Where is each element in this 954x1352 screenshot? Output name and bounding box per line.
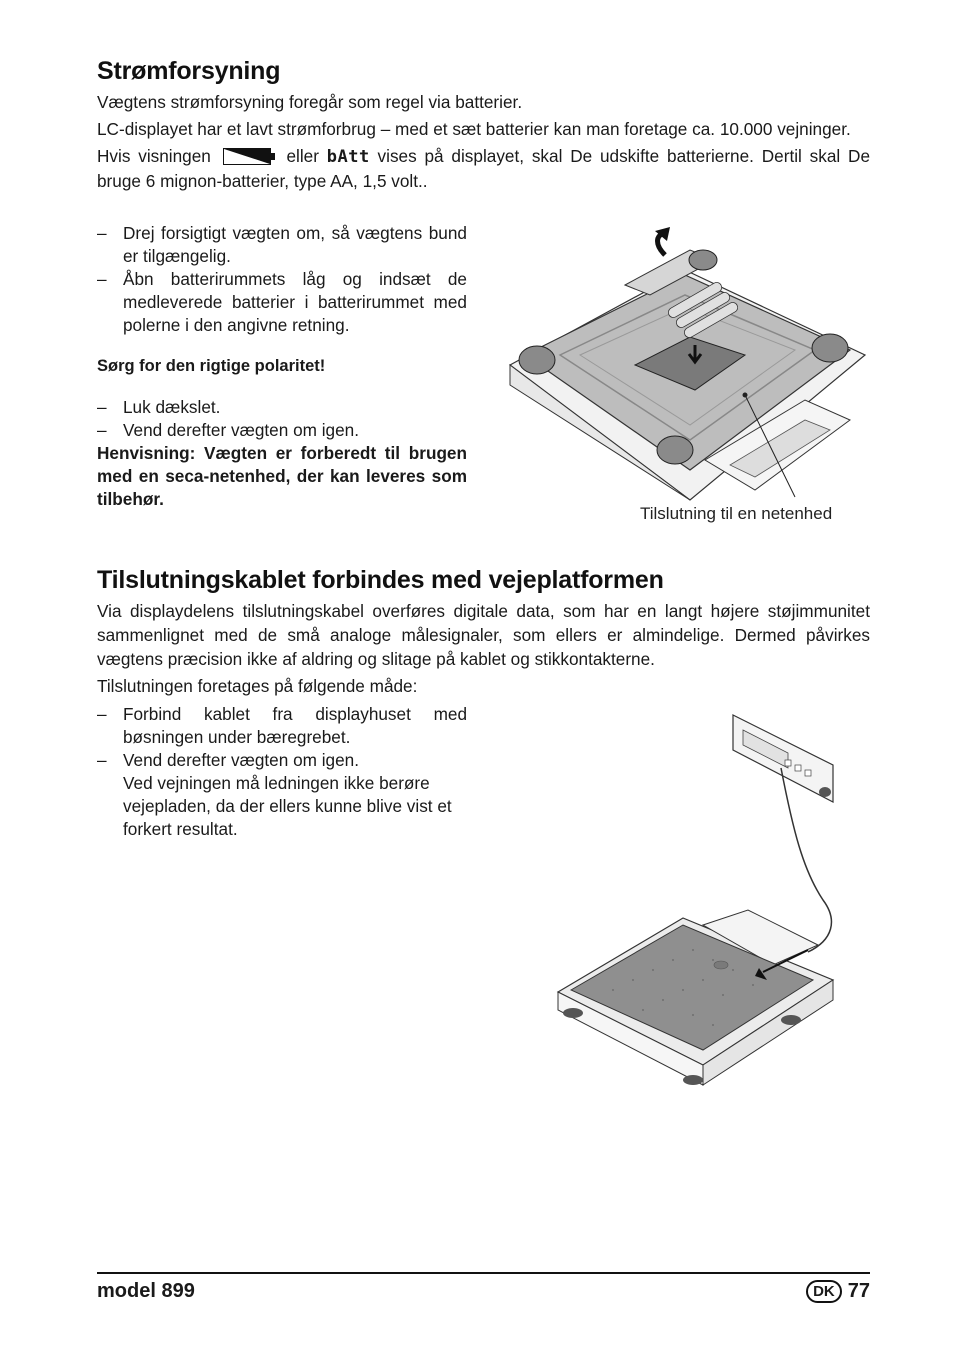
step-item [97,703,467,749]
battery-compartment-illustration [505,225,870,505]
step-note: Ved vejningen må ledningen ikke berøre vejepladen, da der ellers kunne blive vist et forkert resultat. [123,773,452,839]
dash-marker: – [97,397,107,417]
step-item [97,268,467,337]
power-steps-column [97,222,467,511]
cable-text-block [97,599,870,698]
step-item [97,396,467,419]
platform-display-illustration [553,710,843,1090]
footer-rule [97,1272,870,1274]
dash-marker: – [97,223,107,243]
step-text: Vend derefter vægten om igen. [123,420,360,440]
polarity-note: Sørg for den rigtige polaritet! [97,357,326,375]
dash-marker: – [97,750,107,770]
battery-low-icon [223,148,275,165]
figure-caption-power-adapter: Tilslutning til en netenhed [640,504,833,523]
step-text: Åbn batterirummets låg og indsæt de medleverede batterier i batterirummet med polerne i den angivne retning. [123,269,467,335]
p3-mid: eller [286,146,319,166]
power-paragraph-3 [97,144,870,193]
step-item [97,222,467,268]
step-text: Forbind kablet fra displayhuset med bøsningen under bæregrebet. [123,704,467,747]
hint-note: Henvisning: Vægten er forberedt til brugen med en seca-netenhed, der kan leveres som tilbehør. [97,443,467,509]
section-title-cable: Tilslutningskablet forbindes med vejeplatformen [97,566,664,594]
p3-before: Hvis visningen [97,146,211,166]
page-number: 77 [847,1280,870,1302]
power-paragraph-2: LC-displayet har et lavt strømforbrug – med et sæt batterier kan man foretage ca. 10.000 vejninger. [97,119,851,139]
step-item [97,419,467,442]
dash-marker: – [97,420,107,440]
batt-display-code: bAtt [326,147,370,167]
cable-paragraph-1: Via displaydelens tilslutningskabel overføres digitale data, som har en langt højere støjimmunitet sammenlignet med de små analoge målesignaler, som ellers er almindelige. Dermed påvirkes vægtens præcision ikke af aldring og slitage på kablet og stikkontakterne. [97,601,870,669]
country-badge: DK [806,1280,842,1303]
cable-paragraph-2: Tilslutningen foretages på følgende måde: [97,676,418,696]
step-item [97,749,467,841]
footer-model: model 899 [97,1280,195,1302]
p3-after: vises på displayet, skal De udskifte batterierne. Dertil skal De bruge 6 mignon-batterier, type AA, 1,5 volt.. [97,146,871,191]
step-text: Luk dækslet. [123,397,221,417]
dash-marker: – [97,269,107,289]
step-text: Vend derefter vægten om igen. [123,750,360,770]
section-title-power: Strømforsyning [97,57,281,85]
dash-marker: – [97,704,107,724]
cable-steps-column [97,703,467,841]
power-text-block [97,90,870,193]
step-text: Drej forsigtigt vægten om, så vægtens bund er tilgængelig. [123,223,467,266]
footer-page [806,1280,870,1303]
power-paragraph-1: Vægtens strømforsyning foregår som regel via batterier. [97,92,523,112]
